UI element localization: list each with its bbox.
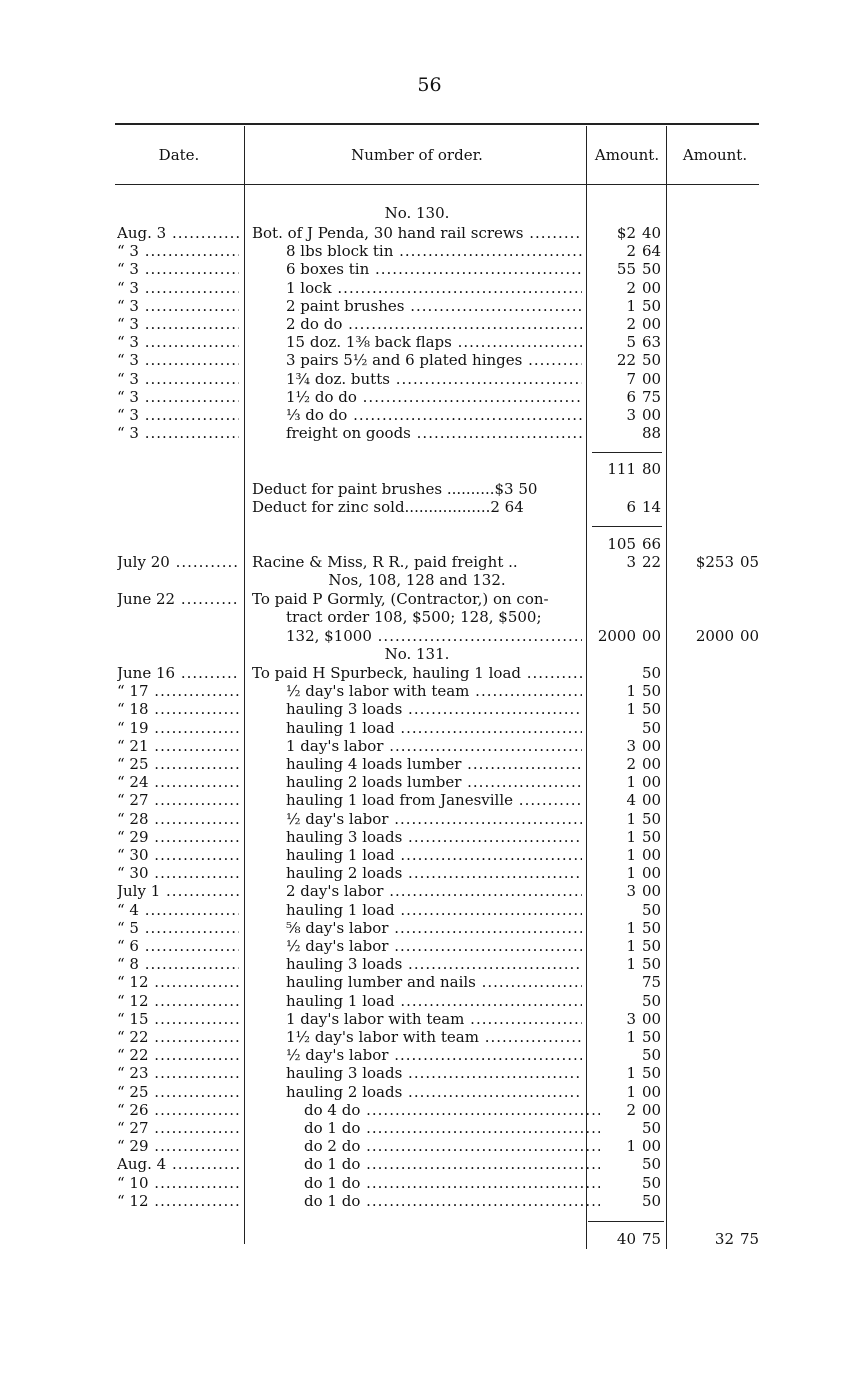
row-description: 132, $1000 ..... [286,627,582,645]
row-description: To paid H Spurbeck, hauling 1 load ..... [252,664,582,682]
ledger-row [0,297,859,315]
row-dollars: 1 [626,918,636,937]
row-cents: 50 [642,1173,662,1192]
row-date: “ 27 ..... [117,1119,239,1137]
row-dollars: 3 [626,553,636,571]
row-date: “ 3 ..... [117,242,239,260]
subtotal-dollars: 111 [607,460,636,478]
row-description: hauling 2 loads ..... [286,864,582,882]
ledger-row [0,828,859,846]
ledger-row [0,937,859,955]
section-title [0,204,859,222]
row-date: “ 10 ..... [117,1174,239,1192]
row-cents: 22 [642,553,662,571]
net-dollars: 105 [607,535,636,553]
row-date: Aug. 4 ..... [117,1155,239,1173]
row-date: “ 12 ..... [117,992,239,1010]
row-cents: 50 [642,1155,662,1174]
ledger-row [0,864,859,882]
row-date: “ 3 ..... [117,333,239,351]
ledger-row [0,351,859,369]
row-date: “ 23 ..... [117,1064,239,1082]
grand-total-cents: 75 [740,1230,760,1248]
row-dollars: 1 [626,1064,636,1083]
row-description: Racine & Miss, R R., paid freight .. [252,553,518,571]
row-cents: 64 [642,242,662,261]
section-title-text: No. 130. [384,204,450,222]
row-date: “ 30 ..... [117,846,239,864]
row-date: “ 21 ..... [117,737,239,755]
row-date: “ 6 ..... [117,937,239,955]
row-cents: 50 [642,1064,662,1083]
row-description: 3 pairs 5½ and 6 plated hinges ..... [286,351,582,369]
row-description: 1 day's labor with team ..... [286,1010,582,1028]
row-dollars: 1 [626,1137,636,1156]
row-description: freight on goods ..... [286,424,582,442]
row-dollars: 2 [626,755,636,773]
ledger-row [0,955,859,973]
ledger-row [0,406,859,424]
row-dollars: 1 [626,682,636,701]
row-cents: 75 [642,973,662,992]
ledger-row [0,755,859,773]
ledger-row [0,242,859,260]
row-cents: 00 [642,1009,662,1028]
row-description: hauling 2 loads lumber ..... [286,773,582,791]
row-description: 1¾ doz. butts ..... [286,370,582,388]
row-dollars: 7 [626,369,636,388]
row-cents: 50 [642,1191,662,1210]
row-date: Aug. 3 ..... [117,224,239,242]
ledger-row [0,1064,859,1082]
row-dollars: 1 [626,773,636,792]
row-cents: 00 [642,278,662,297]
row-description: 2 day's labor ..... [286,882,582,900]
row-cents: 40 [642,224,662,242]
row-date: “ 12 ..... [117,973,239,991]
row-dollars: 1 [626,1028,636,1046]
row-date: “ 3 ..... [117,370,239,388]
total-cents: 00 [740,627,760,645]
sum-rule [592,526,662,527]
row-cents: 00 [642,736,662,755]
row-cents: 50 [642,682,662,701]
row-date: “ 28 ..... [117,810,239,828]
section-title-text: No. 131. [384,645,450,663]
total-dollars: 2000 [695,627,734,645]
row-description: do 1 do ..... [304,1192,600,1210]
ledger-row [0,737,859,755]
row-cents: 50 [642,351,662,370]
ledger-row [0,1192,859,1210]
row-dollars: 1 [626,1082,636,1101]
row-cents: 50 [642,827,662,846]
subtotal-cents: 80 [642,460,662,478]
row-dollars: 3 [626,406,636,424]
row-dollars: 1 [626,955,636,974]
ledger-row [0,719,859,737]
row-cents: 00 [642,791,662,810]
total-cents: 05 [740,553,760,571]
ledger-row [0,1137,859,1155]
row-description: do 4 do ..... [304,1101,600,1119]
row-description: 1 day's labor ..... [286,737,582,755]
row-description: hauling 2 loads ..... [286,1083,582,1101]
row-cents: 50 [642,296,662,315]
row-description: ⅝ day's labor ..... [286,919,582,937]
ledger-row [0,315,859,333]
row-cents: 00 [642,315,662,333]
row-description: do 1 do ..... [304,1174,600,1192]
header-order: Number of order. [351,146,483,164]
row-description: 2 do do ..... [286,315,582,333]
row-dollars: 2 [626,278,636,297]
row-dollars: 2000 [597,627,636,645]
row-cents: 50 [642,900,662,919]
row-date: “ 30 ..... [117,864,239,882]
row-description: ½ day's labor ..... [286,937,582,955]
ledger-row [0,1083,859,1101]
sum-rule [588,1221,664,1222]
row-date: “ 25 ..... [117,1083,239,1101]
row-dollars: 3 [626,882,636,901]
row-description: do 1 do ..... [304,1119,600,1137]
ledger-row [0,1101,859,1119]
row-date: June 16 ..... [117,664,239,682]
row-cents: 00 [642,846,662,864]
ledger-row [0,791,859,809]
racine-row-2 [0,571,859,589]
ledger-row [0,424,859,442]
row-date: “ 3 ..... [117,260,239,278]
ledger-row [0,1174,859,1192]
net-row [0,535,859,553]
row-description: ½ day's labor ..... [286,1046,582,1064]
row-dollars: 1 [626,864,636,883]
row-description: 1½ do do ..... [286,388,582,406]
row-description: 2 paint brushes ..... [286,297,582,315]
row-date: “ 29 ..... [117,828,239,846]
total-row [0,1230,859,1248]
row-cents: 88 [642,424,662,443]
row-description: 8 lbs block tin ..... [286,242,582,260]
ledger-row [0,901,859,919]
row-dollars: 2 [626,1100,636,1119]
ledger-row [0,846,859,864]
ledger-row [0,279,859,297]
row-date: July 1 ..... [117,882,239,900]
row-dollars: 3 [626,736,636,755]
row-dollars: 1 [626,846,636,864]
deduct-total-dollars: 6 [626,498,636,516]
gormly-row [0,590,859,608]
row-cents: 00 [642,627,662,645]
deduct-row [0,498,859,516]
ledger-row [0,370,859,388]
gormly-row-3 [0,627,859,645]
row-description: hauling 3 loads ..... [286,828,582,846]
row-date: “ 24 ..... [117,773,239,791]
ledger-row [0,992,859,1010]
row-description: hauling 3 loads ..... [286,700,582,718]
row-date: “ 3 ..... [117,424,239,442]
row-cents: 00 [642,755,662,773]
row-date: “ 22 ..... [117,1046,239,1064]
row-date: “ 19 ..... [117,719,239,737]
row-description: tract order 108, $500; 128, $500; [286,608,542,626]
grand-total-dollars: 32 [714,1230,734,1248]
row-description: Nos, 108, 128 and 132. [328,571,506,589]
row-description: 6 boxes tin ..... [286,260,582,278]
top-rule [115,123,759,125]
row-cents: 50 [642,937,662,955]
deduct-zinc: Deduct for zinc sold..................2 64 [252,498,524,516]
subtotal-row [0,460,859,478]
row-date: “ 17 ..... [117,682,239,700]
row-dollars: 2 [626,242,636,261]
row-description: To paid P Gormly, (Contractor,) on con- [252,590,549,608]
row-dollars: 1 [626,700,636,719]
row-dollars: $2 [616,224,636,242]
row-cents: 00 [642,1082,662,1101]
row-date: “ 3 ..... [117,351,239,369]
ledger-row [0,973,859,991]
row-cents: 63 [642,333,662,352]
row-date: “ 3 ..... [117,406,239,424]
net-cents: 66 [642,535,662,553]
row-cents: 00 [642,864,662,883]
row-date: “ 8 ..... [117,955,239,973]
row-cents: 50 [642,955,662,974]
row-date: “ 3 ..... [117,388,239,406]
header-date: Date. [158,146,200,164]
header-rule [115,184,759,185]
row-dollars: 1 [626,809,636,828]
row-description: Bot. of J Penda, 30 hand rail screws ..... [252,224,582,242]
ledger-row [0,773,859,791]
row-description: hauling 4 loads lumber ..... [286,755,582,773]
row-dollars: 5 [626,333,636,352]
row-description: hauling 1 load from Janesville ..... [286,791,582,809]
ledger-row [0,810,859,828]
row-description: ⅓ do do ..... [286,406,582,424]
gormly-row-2 [0,608,859,626]
row-cents: 50 [642,1028,662,1046]
ledger-row [0,1119,859,1137]
row-dollars: 1 [626,827,636,846]
row-cents: 50 [642,260,662,279]
row-date: “ 18 ..... [117,700,239,718]
row-description: hauling 1 load ..... [286,846,582,864]
ledger-row [0,919,859,937]
row-cents: 50 [642,809,662,828]
deduct-total-cents: 14 [642,498,662,516]
row-description: hauling 3 loads ..... [286,1064,582,1082]
row-cents: 50 [642,700,662,719]
row-dollars: 55 [616,260,636,279]
row-description: hauling 1 load ..... [286,992,582,1010]
row-date: “ 5 ..... [117,919,239,937]
row-cents: 00 [642,773,662,792]
row-dollars: 4 [626,791,636,810]
deduct-paint-brushes: Deduct for paint brushes ..........$3 50 [252,480,538,498]
total-cents: 75 [642,1230,662,1248]
row-dollars: 1 [626,937,636,955]
row-cents: 00 [642,1137,662,1156]
row-description: do 2 do ..... [304,1137,600,1155]
total-dollars: 40 [616,1230,636,1248]
row-cents: 50 [642,918,662,937]
row-cents: 00 [642,1100,662,1119]
row-description: do 1 do ..... [304,1155,600,1173]
row-dollars: 6 [626,387,636,406]
row-date: “ 3 ..... [117,297,239,315]
ledger-row [0,682,859,700]
row-description: 15 doz. 1⅜ back flaps ..... [286,333,582,351]
ledger-row [0,882,859,900]
row-description: hauling 3 loads ..... [286,955,582,973]
row-description: hauling lumber and nails ..... [286,973,582,991]
row-date: June 22 ..... [117,590,239,608]
ledger-row [0,1028,859,1046]
row-description: 1½ day's labor with team ..... [286,1028,582,1046]
deduct-row [0,480,859,498]
row-date: “ 3 ..... [117,315,239,333]
row-cents: 50 [642,991,662,1010]
row-date: July 20 ..... [117,553,239,571]
row-date: “ 29 ..... [117,1137,239,1155]
ledger-row [0,224,859,242]
racine-row [0,553,859,571]
row-description: ½ day's labor with team ..... [286,682,582,700]
ledger-row [0,260,859,278]
row-dollars: 22 [616,351,636,370]
row-description: hauling 1 load ..... [286,901,582,919]
ledger-row [0,333,859,351]
row-date: “ 27 ..... [117,791,239,809]
row-cents: 50 [642,718,662,737]
row-date: “ 12 ..... [117,1192,239,1210]
ledger-row [0,664,859,682]
row-date: “ 15 ..... [117,1010,239,1028]
row-cents: 50 [642,1119,662,1137]
header-amount-1: Amount. [594,146,660,164]
row-description: ½ day's labor ..... [286,810,582,828]
row-cents: 75 [642,387,662,406]
ledger-row [0,700,859,718]
row-cents: 50 [642,664,662,682]
row-cents: 00 [642,406,662,424]
row-cents: 00 [642,369,662,388]
row-date: “ 22 ..... [117,1028,239,1046]
row-date: “ 26 ..... [117,1101,239,1119]
ledger-row [0,1046,859,1064]
section-title [0,645,859,663]
row-dollars: 3 [626,1009,636,1028]
sum-rule [592,452,662,453]
row-description: 1 lock ..... [286,279,582,297]
page-number: 56 [417,74,442,96]
row-date: “ 3 ..... [117,279,239,297]
row-date: “ 4 ..... [117,901,239,919]
ledger-row [0,388,859,406]
row-dollars: 2 [626,315,636,333]
header-amount-2: Amount. [682,146,748,164]
row-date: “ 25 ..... [117,755,239,773]
row-dollars: 1 [626,296,636,315]
total-dollars: $253 [695,553,734,571]
row-cents: 50 [642,1046,662,1065]
ledger-row [0,1010,859,1028]
row-description: hauling 1 load ..... [286,719,582,737]
row-cents: 00 [642,882,662,901]
ledger-row [0,1155,859,1173]
